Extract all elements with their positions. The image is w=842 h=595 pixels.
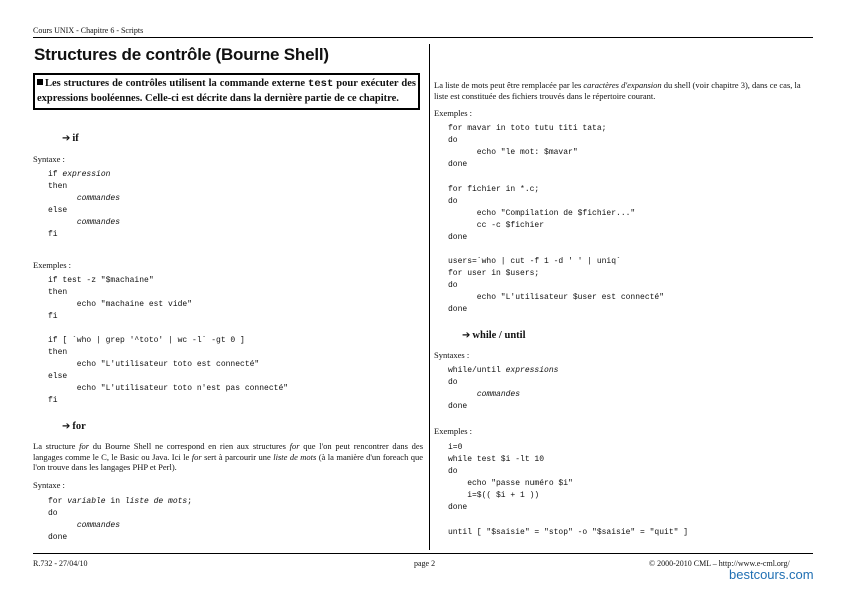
- arrow-right-icon: ➔: [462, 330, 471, 341]
- arrow-right-icon: ➔: [62, 421, 71, 432]
- if-example-2: if [ `who | grep '^toto' | wc -l` -gt 0 ] then echo "L'utilisateur toto est connecté" else echo "L'utilisateur toto n'est pas connecté" fi: [48, 336, 289, 405]
- intro-box: [33, 73, 420, 110]
- for-syntax-block: for variable in liste de mots; do commandes done: [48, 497, 193, 542]
- while-syntax-block: while/until expressions do commandes done: [448, 366, 559, 411]
- page-number: page 2: [414, 559, 436, 568]
- while-example-1: i=0 while test $i -lt 10 do echo "passe numéro $i" i=$(( $i + 1 )) done: [448, 443, 573, 512]
- running-header: Cours UNIX - Chapitre 6 - Scripts: [33, 26, 144, 35]
- intro-text-1: Les structures de contrôles utilisent la commande externe: [45, 78, 306, 89]
- arrow-right-icon: ➔: [62, 133, 71, 144]
- expansion-note: La liste de mots peut être remplacée par les caractères d'expansion du shell (voir chapitre 3), dans ce cas, la liste est constituée des fichiers trouvés dans le répertoire courant.: [434, 80, 801, 101]
- intro-code: test: [308, 78, 334, 90]
- for-description: La structure for du Bourne Shell ne correspond en rien aux structures for que l'on peut rencontrer dans des langages comme le C, le Basic ou Java. Ici le for sert à parcourir une liste de mots (à la manière d'un foreach que l'on trouve dans les langages PHP et Perl).: [33, 441, 424, 472]
- for-syntax-label: Syntaxe :: [33, 480, 65, 490]
- if-example-1: if test -z "$machaine" then echo "machaine est vide" fi: [48, 276, 193, 321]
- header-rule: [33, 37, 813, 38]
- intro-text-2: pour exécuter des expressions booléennes. Celle-ci est décrite dans la dernière partie de ce chapitre.: [37, 78, 416, 104]
- footer-reference: R.732 - 27/04/10: [33, 559, 88, 568]
- page-title: Structures de contrôle (Bourne Shell): [34, 45, 329, 64]
- for-examples-label: Exemples :: [434, 108, 473, 118]
- while-examples-label: Exemples :: [434, 426, 473, 436]
- if-examples-label: Exemples :: [33, 260, 72, 270]
- if-syntax-label: Syntaxe :: [33, 154, 65, 164]
- for-example-3: users=`who | cut -f 1 -d ' ' | uniq` for user in $users; do echo "L'utilisateur $user est connecté" done: [448, 257, 665, 314]
- if-syntax-block: if expression then commandes else commandes fi: [48, 170, 121, 239]
- watermark: bestcours.com: [729, 567, 814, 582]
- footer-rule: [33, 553, 813, 554]
- while-heading: ➔ while / until: [462, 330, 526, 341]
- if-heading: ➔ if: [62, 133, 79, 144]
- for-heading: ➔ for: [62, 421, 86, 432]
- for-example-1: for mavar in toto tutu titi tata; do echo "le mot: $mavar" done: [448, 124, 607, 169]
- footer-copyright: © 2000-2010 CML – http://www.e-cml.org/: [649, 559, 790, 568]
- bullet-square-icon: [37, 79, 43, 85]
- while-syntax-label: Syntaxes :: [434, 350, 470, 360]
- for-example-2: for fichier in *.c; do echo "Compilation de $fichier..." cc -c $fichier done: [448, 185, 636, 242]
- while-example-2: until [ "$saisie" = "stop" -o "$saisie" = "quit" ]: [448, 528, 689, 537]
- column-divider: [429, 44, 430, 550]
